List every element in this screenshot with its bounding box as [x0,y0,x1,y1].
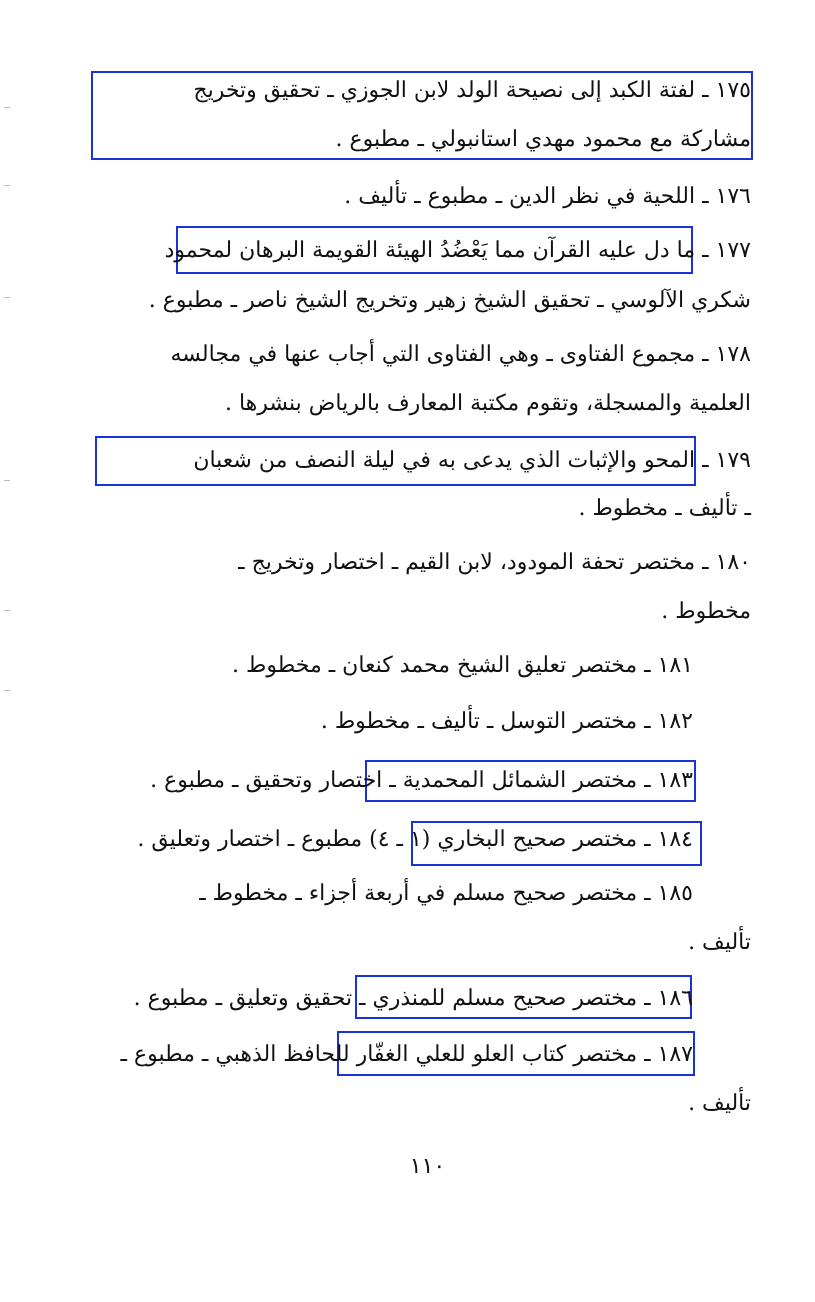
entry-179-line-1: ١٧٩ ـ المحو والإثبات الذي يدعى به في ليلة النصف من شعبان [193,448,751,473]
entry-178-line-1: ١٧٨ ـ مجموع الفتاوى ـ وهي الفتاوى التي أجاب عنها في مجالسه [170,342,751,367]
entry-183-line-1: ١٨٣ ـ مختصر الشمائل المحمدية ـ اختصار وتحقيق ـ مطبوع . [150,768,693,793]
entry-180-line-1: ١٨٠ ـ مختصر تحفة المودود، لابن القيم ـ اختصار وتخريج ـ [238,550,751,575]
entry-176-line-1: ١٧٦ ـ اللحية في نظر الدين ـ مطبوع ـ تأليف . [344,184,751,209]
entry-178-line-2: العلمية والمسجلة، وتقوم مكتبة المعارف بالرياض بنشرها . [224,391,751,416]
entry-187-line-1: ١٨٧ ـ مختصر كتاب العلو للعلي الغفّار للحافظ الذهبي ـ مطبوع ـ [120,1042,693,1067]
scan-mark [4,690,10,691]
scan-mark [4,480,10,481]
entry-184-line-1: ١٨٤ ـ مختصر صحيح البخاري (١ ـ ٤) مطبوع ـ اختصار وتعليق . [137,827,693,852]
scan-mark [4,610,10,611]
entry-175-line-2: مشاركة مع محمود مهدي استانبولي ـ مطبوع . [335,127,751,152]
scan-mark [4,185,10,186]
entry-186-line-1: ١٨٦ ـ مختصر صحيح مسلم للمنذري ـ تحقيق وتعليق ـ مطبوع . [133,986,693,1011]
entry-185-line-1: ١٨٥ ـ مختصر صحيح مسلم في أربعة أجزاء ـ مخطوط ـ [199,881,693,906]
entry-177-line-2: شكري الآلوسي ـ تحقيق الشيخ زهير وتخريج الشيخ ناصر ـ مطبوع . [148,288,751,313]
entry-182-line-1: ١٨٢ ـ مختصر التوسل ـ تأليف ـ مخطوط . [320,709,693,734]
scan-mark [4,107,10,108]
entry-177-line-1: ١٧٧ ـ ما دل عليه القرآن مما يَعْضُدُ الهيئة القويمة البرهان لمحمود [164,238,751,263]
scan-mark [4,297,10,298]
entry-179-line-2: ـ تأليف ـ مخطوط . [578,496,751,521]
page-number: ١١٠ [409,1154,446,1179]
entry-187-line-2: تأليف . [688,1091,751,1116]
entry-181-line-1: ١٨١ ـ مختصر تعليق الشيخ محمد كنعان ـ مخطوط . [232,653,693,678]
entry-175-line-1: ١٧٥ ـ لفتة الكبد إلى نصيحة الولد لابن الجوزي ـ تحقيق وتخريج [193,78,751,103]
entry-185-line-2: تأليف . [688,930,751,955]
entry-180-line-2: مخطوط . [661,599,751,624]
